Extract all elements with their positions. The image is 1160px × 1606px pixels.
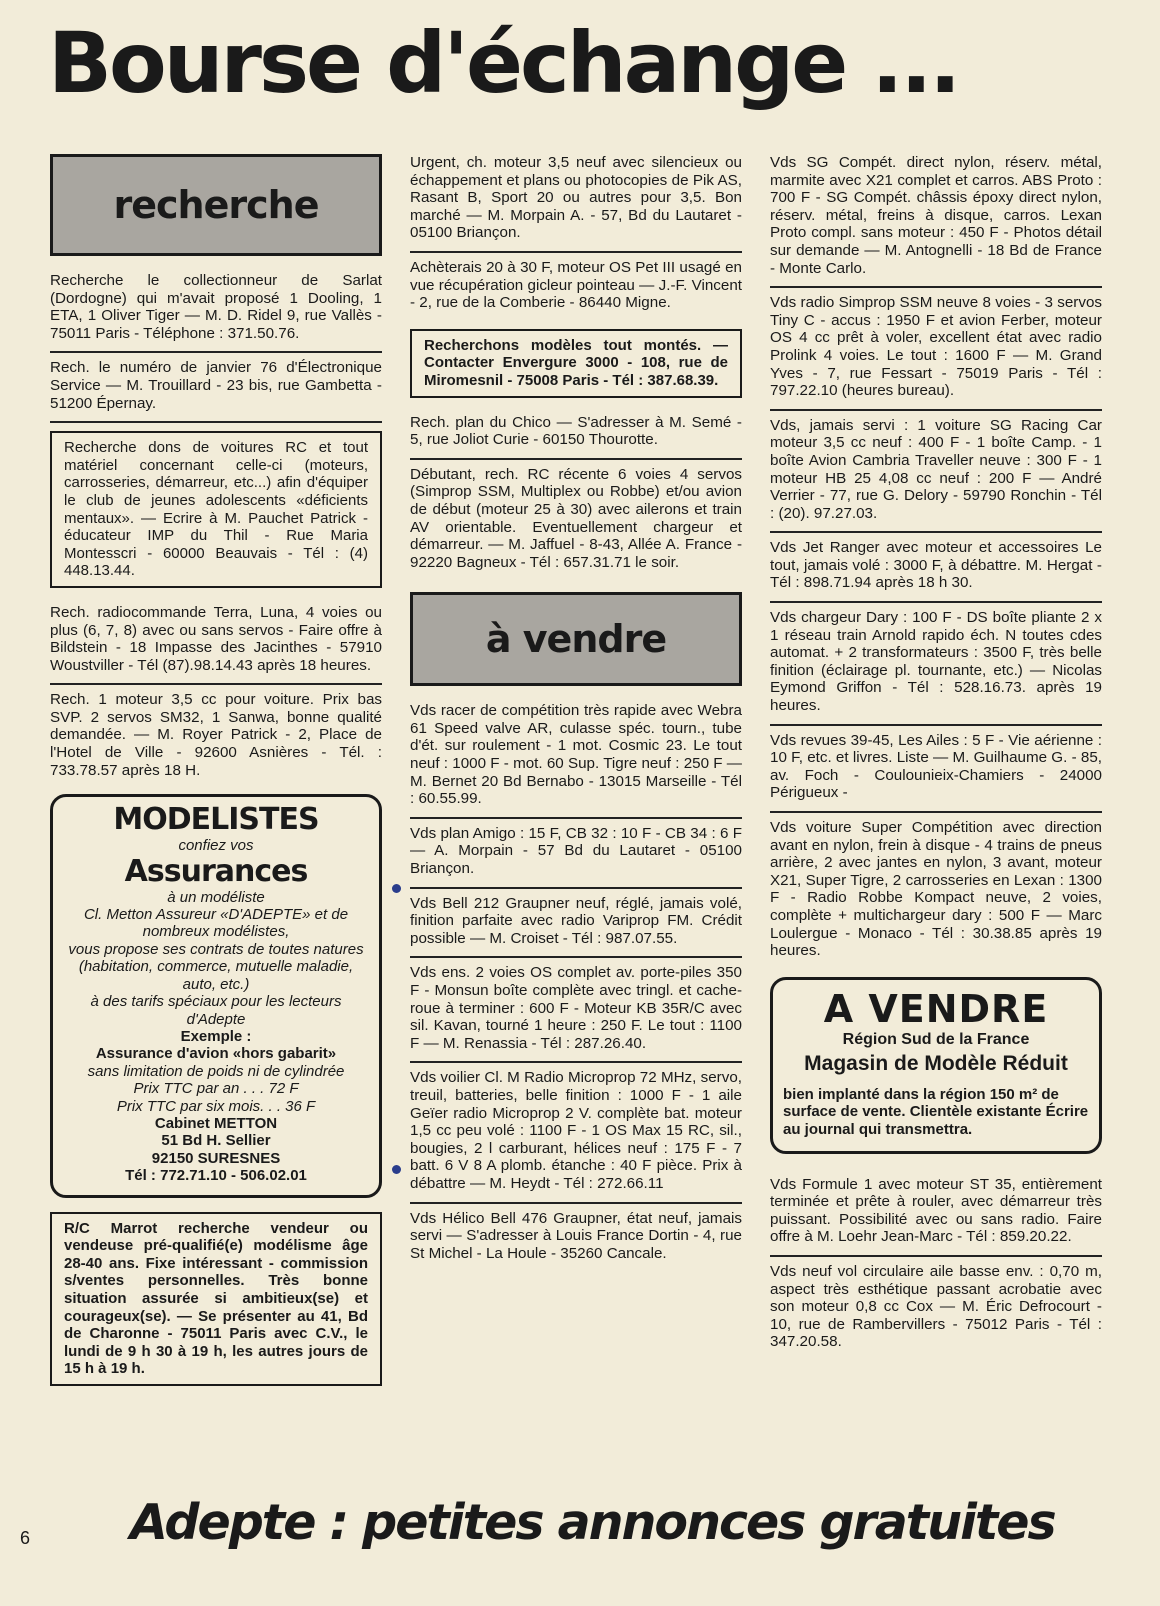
assur-line: vous propose ses contrats de toutes natures (habitation, commerce, mutuelle maladie, auto, etc.) — [68, 940, 364, 993]
classified-ad: Vds Formule 1 avec moteur ST 35, entièrement terminée et prête à rouler, avec démarreur très puissant. Possibilité avec ou sans radio. Faire offre à M. Loehr Jean-Marc - Tél : 859.20.22. — [770, 1170, 1102, 1257]
page-number: 6 — [20, 1528, 31, 1548]
column-1 — [50, 148, 382, 1396]
assur-heading: Assurances — [124, 853, 308, 889]
avendre-heading: A VENDRE — [823, 986, 1049, 1031]
assur-line: Exemple : — [180, 1027, 252, 1045]
recherche-section-header: recherche — [50, 154, 382, 256]
classified-ad: Vds plan Amigo : 15 F, CB 32 : 10 F - CB 34 : 6 F — A. Morpain - 57 Bd du Lautaret - 05100 Briançon. — [410, 819, 742, 889]
assur-line: confiez vos — [178, 837, 254, 855]
classified-ad: Vds voilier Cl. M Radio Microprop 72 MHz, servo, treuil, batteries, belle finition : 1000 F - 1 aile Geïer radio Microprop 2 V. complète bat. moteur 1,5 cc peu volé : 1100 F - 1 OS Max 15 RC, sil., bougies, 2 l carburant, hélices neuf : 175 F - 7 batt. 6 V 8 A plomb. étanche : 40 F pièce. Prix à débattre — M. Heydt - Tél : 272.66.11 — [410, 1063, 742, 1203]
classified-ad: Rech. le numéro de janvier 76 d'Électronique Service — M. Trouillard - 23 bis, rue Gambetta - 51200 Épernay. — [50, 353, 382, 423]
shop-for-sale-advert — [770, 977, 1102, 1154]
classified-ad: Vds chargeur Dary : 100 F - DS boîte pliante 2 x 1 réseau train Arnold rapido éch. N toutes cdes automat. + 2 transformateurs : 3500 F, très belle finition (éclairage pl. tournante, etc.) — Nicolas Eymond Griffon - Tél : 528.16.73. après 19 heures. — [770, 603, 1102, 726]
classified-ad: Achèterais 20 à 30 F, moteur OS Pet III usagé en vue récupération gicleur pointeau — J.-F. Vincent - 2, rue de la Comberie - 86440 Migne. — [410, 258, 742, 312]
assur-line: à des tarifs spéciaux pour les lecteurs d'Adepte — [90, 993, 342, 1028]
classified-ad: Vds Bell 212 Graupner neuf, réglé, jamais volé, finition parfaite avec radio Variprop FM. Crédit possible — M. Croiset - Tél : 987.07.55. — [410, 889, 742, 959]
classified-ad: Vds Hélico Bell 476 Graupner, état neuf, jamais servi — S'adresser à Louis France Dortin - 4, rue St Michel - La Houle - 35260 Cancale. — [410, 1209, 742, 1262]
assur-line: sans limitation de poids ni de cylindrée — [87, 1062, 345, 1080]
blue-dot-mark — [392, 1165, 401, 1174]
classified-ad: Rech. 1 moteur 3,5 cc pour voiture. Prix bas SVP. 2 servos SM32, 1 Sanwa, bonne qualité demandée. — M. Royer Patrick - 2, Place de l'Hotel de Ville - 92600 Asnières - Tél. : 733.78.57 après 18 H. — [50, 691, 382, 779]
classified-ad: Recherche le collectionneur de Sarlat (Dordogne) qui m'avait proposé 1 Dooling, 1 ETA, 1 Oliver Tiger — M. D. Ridel 9, rue Vallès - 75011 Paris - Téléphone : 371.50.76. — [50, 266, 382, 353]
classified-ad: Vds voiture Super Compétition avec direction avant en nylon, frein à disque - 4 trains de pneus arrière, 2 avec jantes en nylon, 3 avant, moteur X21, Super Tigre, 2 carrosseries en Lexan : 1300 F - Radio Robbe Kompact neuve, 2 voies, complète + multichargeur dary : 500 F — Marc Loulergue - Monaco - Tél : 30.38.85 après 19 heures. — [770, 819, 1102, 960]
assur-contact: Cabinet METTON — [154, 1114, 278, 1132]
insurance-advert — [50, 794, 382, 1197]
footer-slogan: Adepte : petites annonces gratuites — [130, 1494, 1055, 1551]
classified-ad: Vds Jet Ranger avec moteur et accessoires Le tout, jamais volé : 3000 F, à débattre. M. Hergat - Tél : 898.71.94 après 18 h 30. — [770, 533, 1102, 603]
column-3 — [770, 148, 1102, 1360]
column-2 — [410, 148, 742, 1271]
assur-contact: 92150 SURESNES — [151, 1149, 281, 1167]
blue-dot-mark — [392, 884, 401, 893]
classified-ad: Vds racer de compétition très rapide avec Webra 61 Speed valve AR, culasse spéc. tourn., tube d'ét. sur roulement - 1 mot. Cosmic 23. Le tout neuf : 1000 F - mot. 60 Sup. Tigre neuf : 250 F — M. Bernet 20 Bd Bernabo - 13015 Marseille - Tél : 60.55.99. — [410, 696, 742, 819]
boxed-ad: R/C Marrot recherche vendeur ou vendeuse pré-qualifié(e) modélisme âge 28-40 ans. Fixe intéressant - commission s/ventes personnelles. Très bonne situation assurée si ambitieux(se) et courageux(se). — Se présenter au 41, Bd de Charonne - 75011 Paris avec C.V., le lundi de 9 h 30 à 19 h, les autres jours de 15 h à 19 h. — [50, 1212, 382, 1386]
boxed-ad: Recherchons modèles tout montés. — Contacter Envergure 3000 - 108, rue de Miromesnil - 75008 Paris - Tél : 387.68.39. — [410, 329, 742, 398]
classified-ad: Vds neuf vol circulaire aile basse env. : 0,70 m, aspect très esthétique passant acrobatie avec son moteur 0,8 cc Cox — M. Éric Defrocourt - 10, rue de Rambervillers - 75012 Paris - Tél : 347.20.58. — [770, 1262, 1102, 1351]
assur-heading: MODELISTES — [113, 802, 319, 838]
assur-price: Prix TTC par an . . . 72 F — [133, 1080, 299, 1098]
assur-price: Prix TTC par six mois. . . 36 F — [116, 1097, 316, 1115]
assur-line: à un modéliste — [167, 888, 265, 906]
classified-ad: Vds revues 39-45, Les Ailes : 5 F - Vie aérienne : 10 F, etc. et livres. Liste — M. Guilhaume G. - 85, av. Foch - Coulounieix-Chamiers - 24000 Périgueux - — [770, 726, 1102, 813]
classified-ad: Débutant, rech. RC récente 6 voies 4 servos (Simprop SSM, Multiplex ou Robbe) et/ou avion de début (moteur 25 à 30) avec ailerons et train AV orientable. Eventuellement chargeur et démarreur. — M. Jaffuel - 8-43, Allée A. France - 92220 Bagneux - Tél : 657.31.71 le soir. — [410, 465, 742, 571]
assur-line: Cl. Metton Assureur «D'ADEPTE» et de nombreux modélistes, — [83, 906, 349, 941]
classified-ad: Vds SG Compét. direct nylon, réserv. métal, marmite avec X21 complet et carros. ABS Proto : 700 F - SG Compét. châssis époxy direct nylon, réserv. métal, freins à disque, carros. Lexan Proto compl. sans moteur : 450 F - Photos détail sur demande — M. Antognelli - 18 Bd de France - Monte Carlo. — [770, 148, 1102, 288]
page-title: Bourse d'échange ... — [48, 14, 959, 112]
avendre-region: Région Sud de la France — [842, 1030, 1030, 1048]
assur-line: Assurance d'avion «hors gabarit» — [95, 1045, 337, 1063]
classified-ad: Rech. plan du Chico — S'adresser à M. Semé - 5, rue Joliot Curie - 60150 Thourotte. — [410, 408, 742, 460]
classified-ad: Vds ens. 2 voies OS complet av. porte-piles 350 F - Monsun boîte complète avec tringl. et cache-roue à terminer : 600 F - Moteur KB 35R/C avec sil. Kavan, tourné 1 heure : 250 F. Le tout : 1100 F — M. Renassia - Tél : 287.26.40. — [410, 958, 742, 1063]
classified-ad: Rech. radiocommande Terra, Luna, 4 voies ou plus (6, 7, 8) avec ou sans servos - Faire offre à Bildstein - 18 Impasse des Jacinthes - 57910 Woustviller - Tél (87).98.14.43 après 18 heures. — [50, 598, 382, 685]
vendre-section-header: à vendre — [410, 592, 742, 686]
avendre-subheading: Magasin de Modèle Réduit — [804, 1051, 1068, 1075]
assur-contact: Tél : 772.71.10 - 506.02.01 — [125, 1167, 307, 1185]
classified-ad: Urgent, ch. moteur 3,5 neuf avec silencieux ou échappement et plans ou photocopies de Pik AS, Rasant B, Sport 20 ou autres pour 3,5. Bon marché — M. Morpain A. - 57, Bd du Lautaret - 05100 Briançon. — [410, 148, 742, 253]
avendre-text: bien implanté dans la région 150 m² de surface de vente. Clientèle existante Écrire au journal qui transmettra. — [783, 1085, 1089, 1138]
classified-ad: Vds, jamais servi : 1 voiture SG Racing Car moteur 3,5 cc neuf : 400 F - 1 boîte Camp. - 1 boîte Avion Cambria Traveller neuve : 300 F - 1 moteur HB 25 4,08 cc neuf : 200 F — André Verrier - 77, rue G. Delory - 59790 Ronchin - Tél : (20). 97.27.03. — [770, 411, 1102, 534]
classified-ad: Vds radio Simprop SSM neuve 8 voies - 3 servos Tiny C - accus : 1950 F et avion Ferber, moteur OS 4 cc prêt à voler, excellent état avec radio Prolink 4 voies. Le tout : 1600 F — M. Grand Yves - 7, rue Fessart - 75019 Paris - Tél : 797.22.10 (heures bureau). — [770, 288, 1102, 411]
assur-contact: 51 Bd H. Sellier — [161, 1132, 271, 1150]
boxed-ad: Recherche dons de voitures RC et tout matériel concernant celle-ci (moteurs, carrosseries, démarreur, etc...) afin d'équiper le club de jeunes adolescents «déficients mentaux». — Ecrire à M. Pauchet Patrick - éducateur IMP du Thil - Rue Maria Montesscri - 60000 Beauvais - Tél : (4) 448.13.44. — [50, 431, 382, 588]
